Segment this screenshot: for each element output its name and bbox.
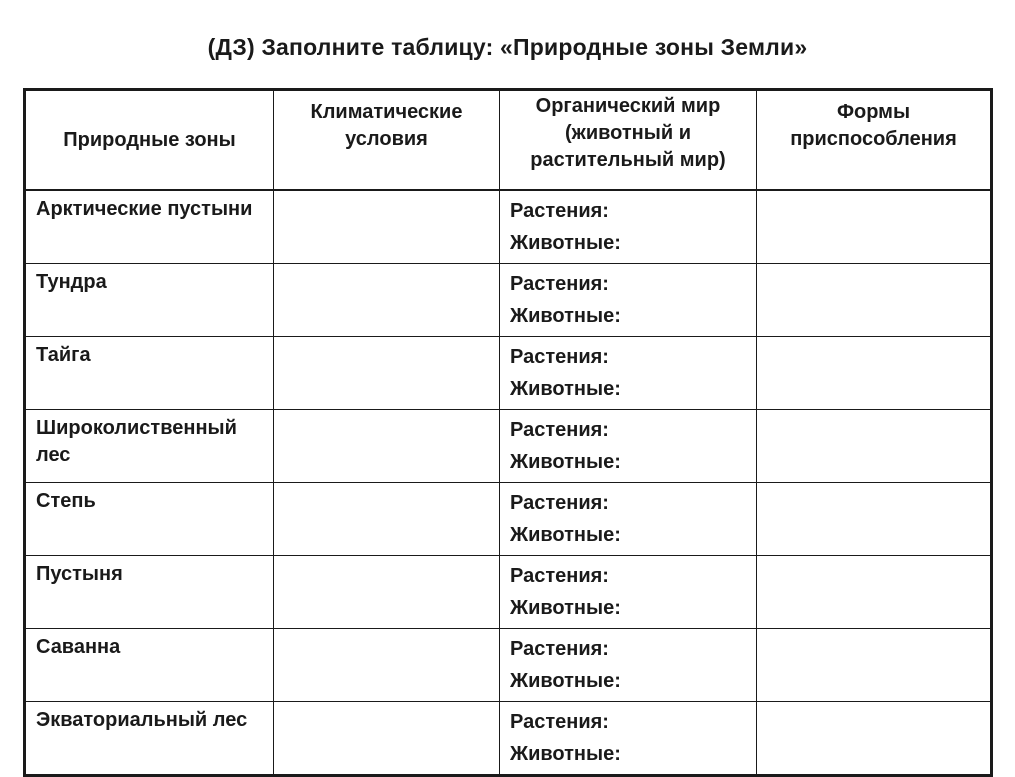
zone-name-cell: Тундра (25, 264, 274, 337)
climate-cell[interactable] (274, 702, 500, 776)
table-row (25, 264, 992, 337)
plants-label: Растения: (510, 346, 609, 368)
climate-cell[interactable] (274, 337, 500, 410)
header-natural-zones: Природные зоны (25, 90, 274, 191)
zone-name-cell: Арктические пустыни (25, 190, 274, 264)
table-row (25, 483, 992, 556)
plants-label: Растения: (510, 711, 609, 733)
table-row (25, 556, 992, 629)
animals-label: Животные: (510, 670, 621, 692)
page-title: (ДЗ) Заполните таблицу: «Природные зоны Земли» (207, 34, 808, 60)
organic-world-cell[interactable] (500, 556, 757, 629)
climate-cell[interactable] (274, 629, 500, 702)
natural-zones-table (23, 88, 993, 777)
adaptation-cell[interactable] (757, 483, 992, 556)
organic-world-cell[interactable] (500, 337, 757, 410)
organic-world-cell[interactable] (500, 483, 757, 556)
plants-label: Растения: (510, 200, 609, 222)
organic-world-cell[interactable] (500, 702, 757, 776)
adaptation-cell[interactable] (757, 410, 992, 483)
animals-label: Животные: (510, 597, 621, 619)
zone-name-cell: Широколиственный лес (25, 410, 274, 483)
adaptation-cell[interactable] (757, 556, 992, 629)
table-row (25, 337, 992, 410)
adaptation-cell[interactable] (757, 629, 992, 702)
animals-label: Животные: (510, 524, 621, 546)
adaptation-cell[interactable] (757, 702, 992, 776)
table-row (25, 702, 992, 776)
animals-label: Животные: (510, 305, 621, 327)
zone-name-cell: Саванна (25, 629, 274, 702)
adaptation-cell[interactable] (757, 337, 992, 410)
adaptation-cell[interactable] (757, 190, 992, 264)
zone-name-cell: Тайга (25, 337, 274, 410)
adaptation-cell[interactable] (757, 264, 992, 337)
organic-world-cell[interactable] (500, 410, 757, 483)
zone-name-cell: Степь (25, 483, 274, 556)
organic-world-cell[interactable] (500, 190, 757, 264)
animals-label: Животные: (510, 378, 621, 400)
animals-label: Животные: (510, 232, 621, 254)
header-climate: Климатические условия (274, 90, 500, 191)
climate-cell[interactable] (274, 483, 500, 556)
plants-label: Растения: (510, 492, 609, 514)
organic-world-cell[interactable] (500, 264, 757, 337)
climate-cell[interactable] (274, 264, 500, 337)
animals-label: Животные: (510, 743, 621, 765)
plants-label: Растения: (510, 273, 609, 295)
table-row (25, 410, 992, 483)
climate-cell[interactable] (274, 410, 500, 483)
header-adaptation-forms: Формы приспособления (757, 90, 992, 191)
table-header-row (25, 90, 992, 191)
organic-world-cell[interactable] (500, 629, 757, 702)
plants-label: Растения: (510, 419, 609, 441)
plants-label: Растения: (510, 565, 609, 587)
table-row (25, 629, 992, 702)
plants-label: Растения: (510, 638, 609, 660)
zone-name-cell: Пустыня (25, 556, 274, 629)
header-organic-world: Органический мир (животный и растительный мир) (500, 90, 757, 191)
animals-label: Животные: (510, 451, 621, 473)
table-row (25, 190, 992, 264)
climate-cell[interactable] (274, 556, 500, 629)
zone-name-cell: Экваториальный лес (25, 702, 274, 776)
climate-cell[interactable] (274, 190, 500, 264)
